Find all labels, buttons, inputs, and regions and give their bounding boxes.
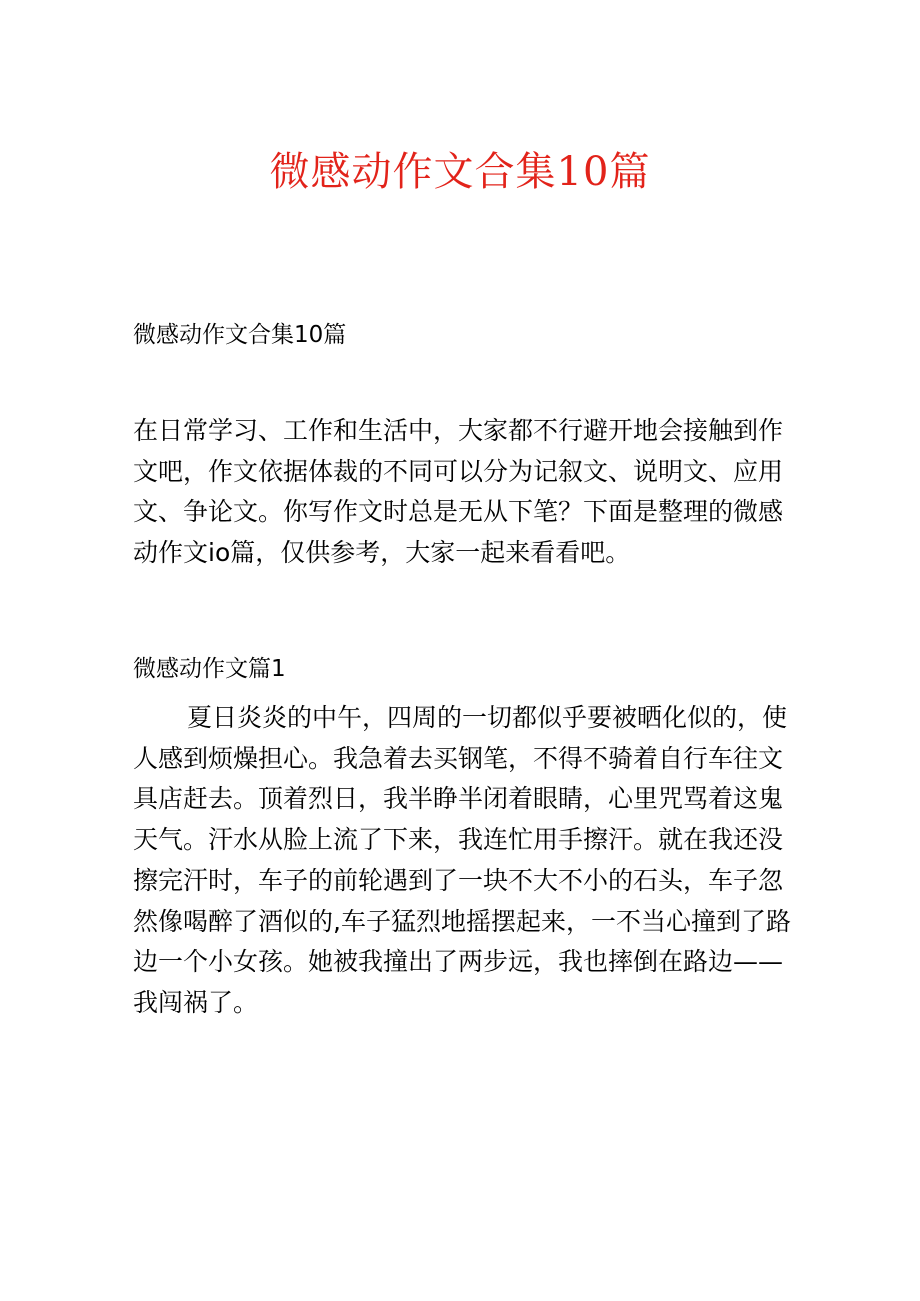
document-title: 微感动作文合集10篇	[269, 149, 651, 195]
document-subtitle: 微感动作文合集10篇	[133, 322, 347, 348]
intro-paragraph: 在日常学习、工作和生活中，大家都不行避开地会接触到作文吧，作文依据体裁的不同可以分为记叙文、说明文、应用文、争论文。你写作文时总是无从下笔？下面是整理的微感动作文io篇，仅供参考，大家一起来看看吧。	[133, 416, 784, 567]
body-paragraph: 夏日炎炎的中午，四周的一切都似乎要被晒化似的，使人感到烦燥担心。我急着去买钢笔，不得不骑着自行车往文具店赶去。顶着烈日，我半睁半闭着眼睛，心里咒骂着这鬼天气。汗水从脸上流了下来，我连忙用手擦汗。就在我还没擦完汗时，车子的前轮遇到了一块不大不小的石头，车子忽然像喝醉了酒似的,车子猛烈地摇摆起来，一不当心撞到了路边一个小女孩。她被我撞出了两步远，我也摔倒在路边——我闯祸了。	[133, 703, 791, 1017]
section-heading: 微感动作文篇1	[133, 656, 286, 682]
